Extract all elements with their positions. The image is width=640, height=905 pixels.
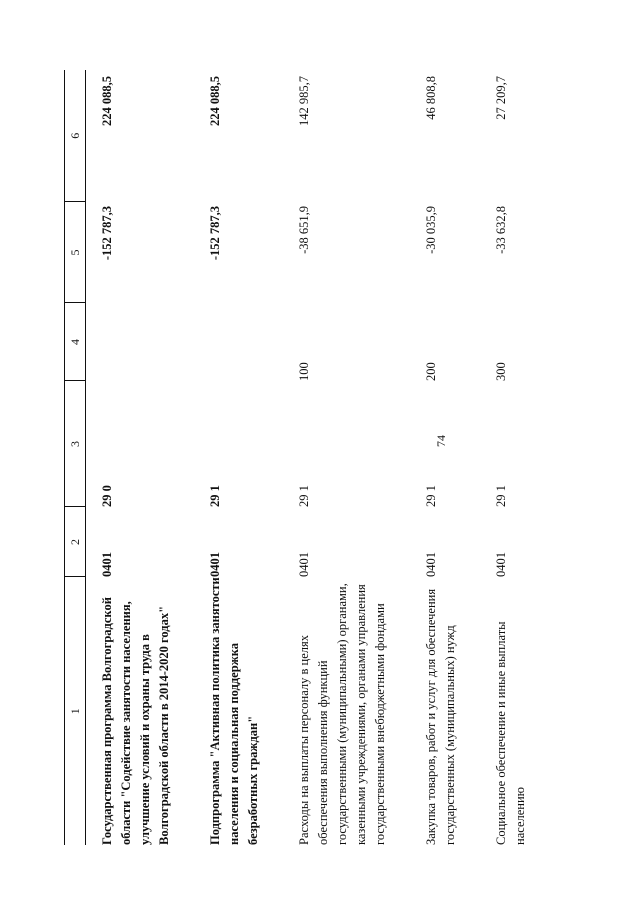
table-row — [174, 70, 263, 845]
row-total-amount: 224 088,5 — [100, 76, 114, 126]
header-cell: 5 — [65, 202, 86, 303]
table-row — [390, 70, 460, 845]
row-target-code: 29 1 — [424, 485, 438, 507]
row-change-amount: -33 632,8 — [494, 206, 508, 254]
header-cell: 6 — [65, 70, 86, 202]
row-name: Социальное обеспечение и иные выплаты населению — [494, 621, 527, 845]
row-target-code: 29 1 — [494, 485, 508, 507]
row-section-code: 0401 — [208, 552, 222, 577]
header-cell: 4 — [65, 303, 86, 381]
row-name: Расходы на выплаты персоналу в целях обеспечения выполнения функций государственными (муниципальными) органами, казенными учреждениями, органами управления государственными внебюджетными фондами — [297, 583, 387, 845]
row-total-amount: 142 985,7 — [297, 76, 311, 126]
table-row — [263, 70, 390, 845]
row-change-amount: -152 787,3 — [100, 206, 114, 261]
header-cell: 1 — [65, 577, 86, 845]
row-section-code: 0401 — [297, 552, 311, 577]
row-target-code: 29 1 — [297, 485, 311, 507]
row-target-code: 29 1 — [208, 485, 222, 507]
row-section-code: 0401 — [100, 552, 114, 577]
row-target-code: 29 0 — [100, 485, 114, 507]
row-name: Подпрограмма "Активная политика занятости населения и социальная поддержка безработных граждан" — [208, 577, 260, 845]
page-number: 74 — [434, 435, 448, 447]
row-expense-type: 300 — [494, 362, 508, 381]
row-change-amount: -152 787,3 — [208, 206, 222, 261]
row-expense-type: 100 — [297, 362, 311, 381]
rotated-table-block — [64, 70, 599, 845]
header-cell: 2 — [65, 507, 86, 577]
row-expense-type: 200 — [424, 362, 438, 381]
row-total-amount: 224 088,5 — [208, 76, 222, 126]
row-total-amount: 27 209,7 — [494, 76, 508, 120]
row-expense-type — [174, 303, 263, 381]
header-row — [65, 70, 86, 845]
header-cell: 3 — [65, 381, 86, 507]
budget-table — [64, 70, 530, 845]
row-total-amount: 46 808,8 — [424, 76, 438, 120]
row-change-amount: -38 651,9 — [297, 206, 311, 254]
row-name: Закупка товаров, работ и услуг для обеспечения государственных (муниципальных) нужд — [424, 588, 457, 845]
table-row — [460, 70, 530, 845]
row-section-code: 0401 — [494, 552, 508, 577]
row-section-code: 0401 — [424, 552, 438, 577]
row-name: Государственная программа Волгоградской области "Содействие занятости населения, улучшение условий и охраны труда в Волгоградской области в 2014-2020 годах" — [100, 597, 171, 845]
table-row — [86, 70, 175, 845]
row-expense-type — [86, 303, 175, 381]
row-change-amount: -30 035,9 — [424, 206, 438, 254]
